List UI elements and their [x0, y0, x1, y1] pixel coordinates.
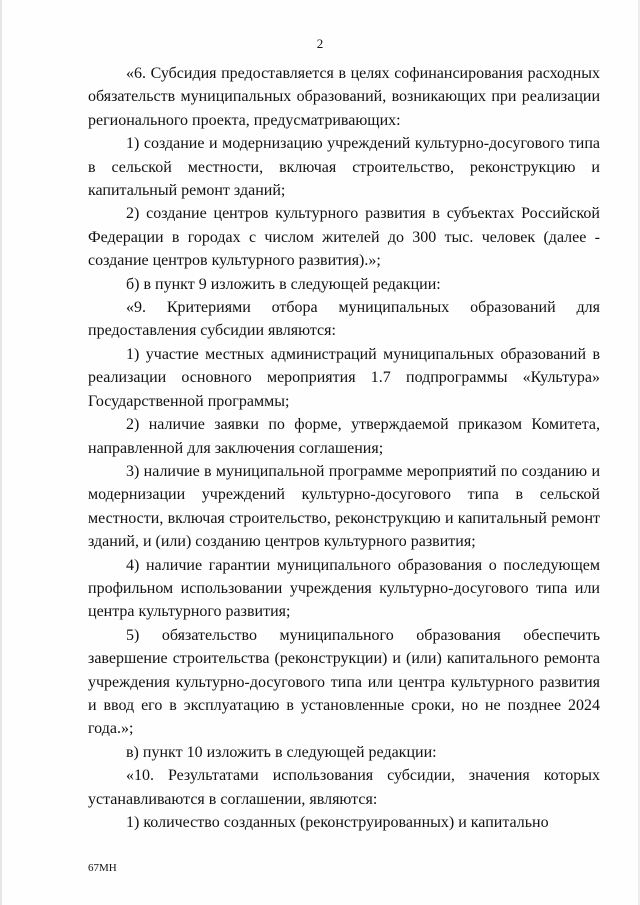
paragraph-amendment-v: в) пункт 10 изложить в следующей редакции: — [126, 743, 437, 761]
paragraph-item-6: «6. Субсидия предоставляется в целях софинансирования расходных обязательств муниципальных образований, возникающих при реализации регионального проекта, предусматривающих: — [88, 65, 600, 129]
paragraph-subitem-2: 2) создание центров культурного развития в субъектах Российской Федерации в городах с числом жителей до 300 тыс. человек (далее - создание центров культурного развития).»; — [88, 205, 600, 270]
page-number: 2 — [316, 36, 324, 51]
paragraph-item-10: «10. Результатами использования субсидии, значения которых устанавливаются в соглашении, являются: — [88, 767, 600, 808]
scan-edge-left — [0, 0, 2, 905]
paragraph-criterion-1: 1) участие местных администраций муниципальных образований в реализации основного мероприятия 1.7 подпрограммы «Культура» Государственной программы; — [88, 345, 600, 410]
paragraph-criterion-5: 5) обязательство муниципального образования обеспечить завершение строительства (реконструкции) и (или) капитального ремонта учреждения культурно-досугового типа или центра культурного развития и ввод его в эксплуатацию в установленные сроки, но не позднее 2024 года.»; — [88, 626, 600, 738]
paragraph-amendment-b: б) в пункт 9 изложить в следующей редакции: — [126, 275, 441, 293]
document-code: 67МН — [88, 862, 117, 874]
paragraph-item-9: «9. Критериями отбора муниципальных образований для предоставления субсидии являются: — [88, 299, 600, 340]
paragraph-criterion-2: 2) наличие заявки по форме, утверждаемой приказом Комитета, направленной для заключения соглашения; — [88, 416, 600, 457]
document-body — [88, 62, 600, 834]
paragraph-result-1: 1) количество созданных (реконструированных) и капитально — [126, 814, 549, 831]
paragraph-criterion-4: 4) наличие гарантии муниципального образования о последующем профильном использовании учреждения культурно-досугового типа или центра культурного развития; — [88, 556, 600, 621]
paragraph-subitem-1: 1) создание и модернизацию учреждений культурно-досугового типа в сельской местности, включая строительство, реконструкцию и капитальный ремонт зданий; — [88, 135, 600, 200]
paragraph-criterion-3: 3) наличие в муниципальной программе мероприятий по созданию и модернизации учреждений культурно-досугового типа в сельской местности, включая строительство, реконструкцию и капитальный ремонт зданий, и (или) созданию центров культурного развития; — [88, 462, 600, 551]
